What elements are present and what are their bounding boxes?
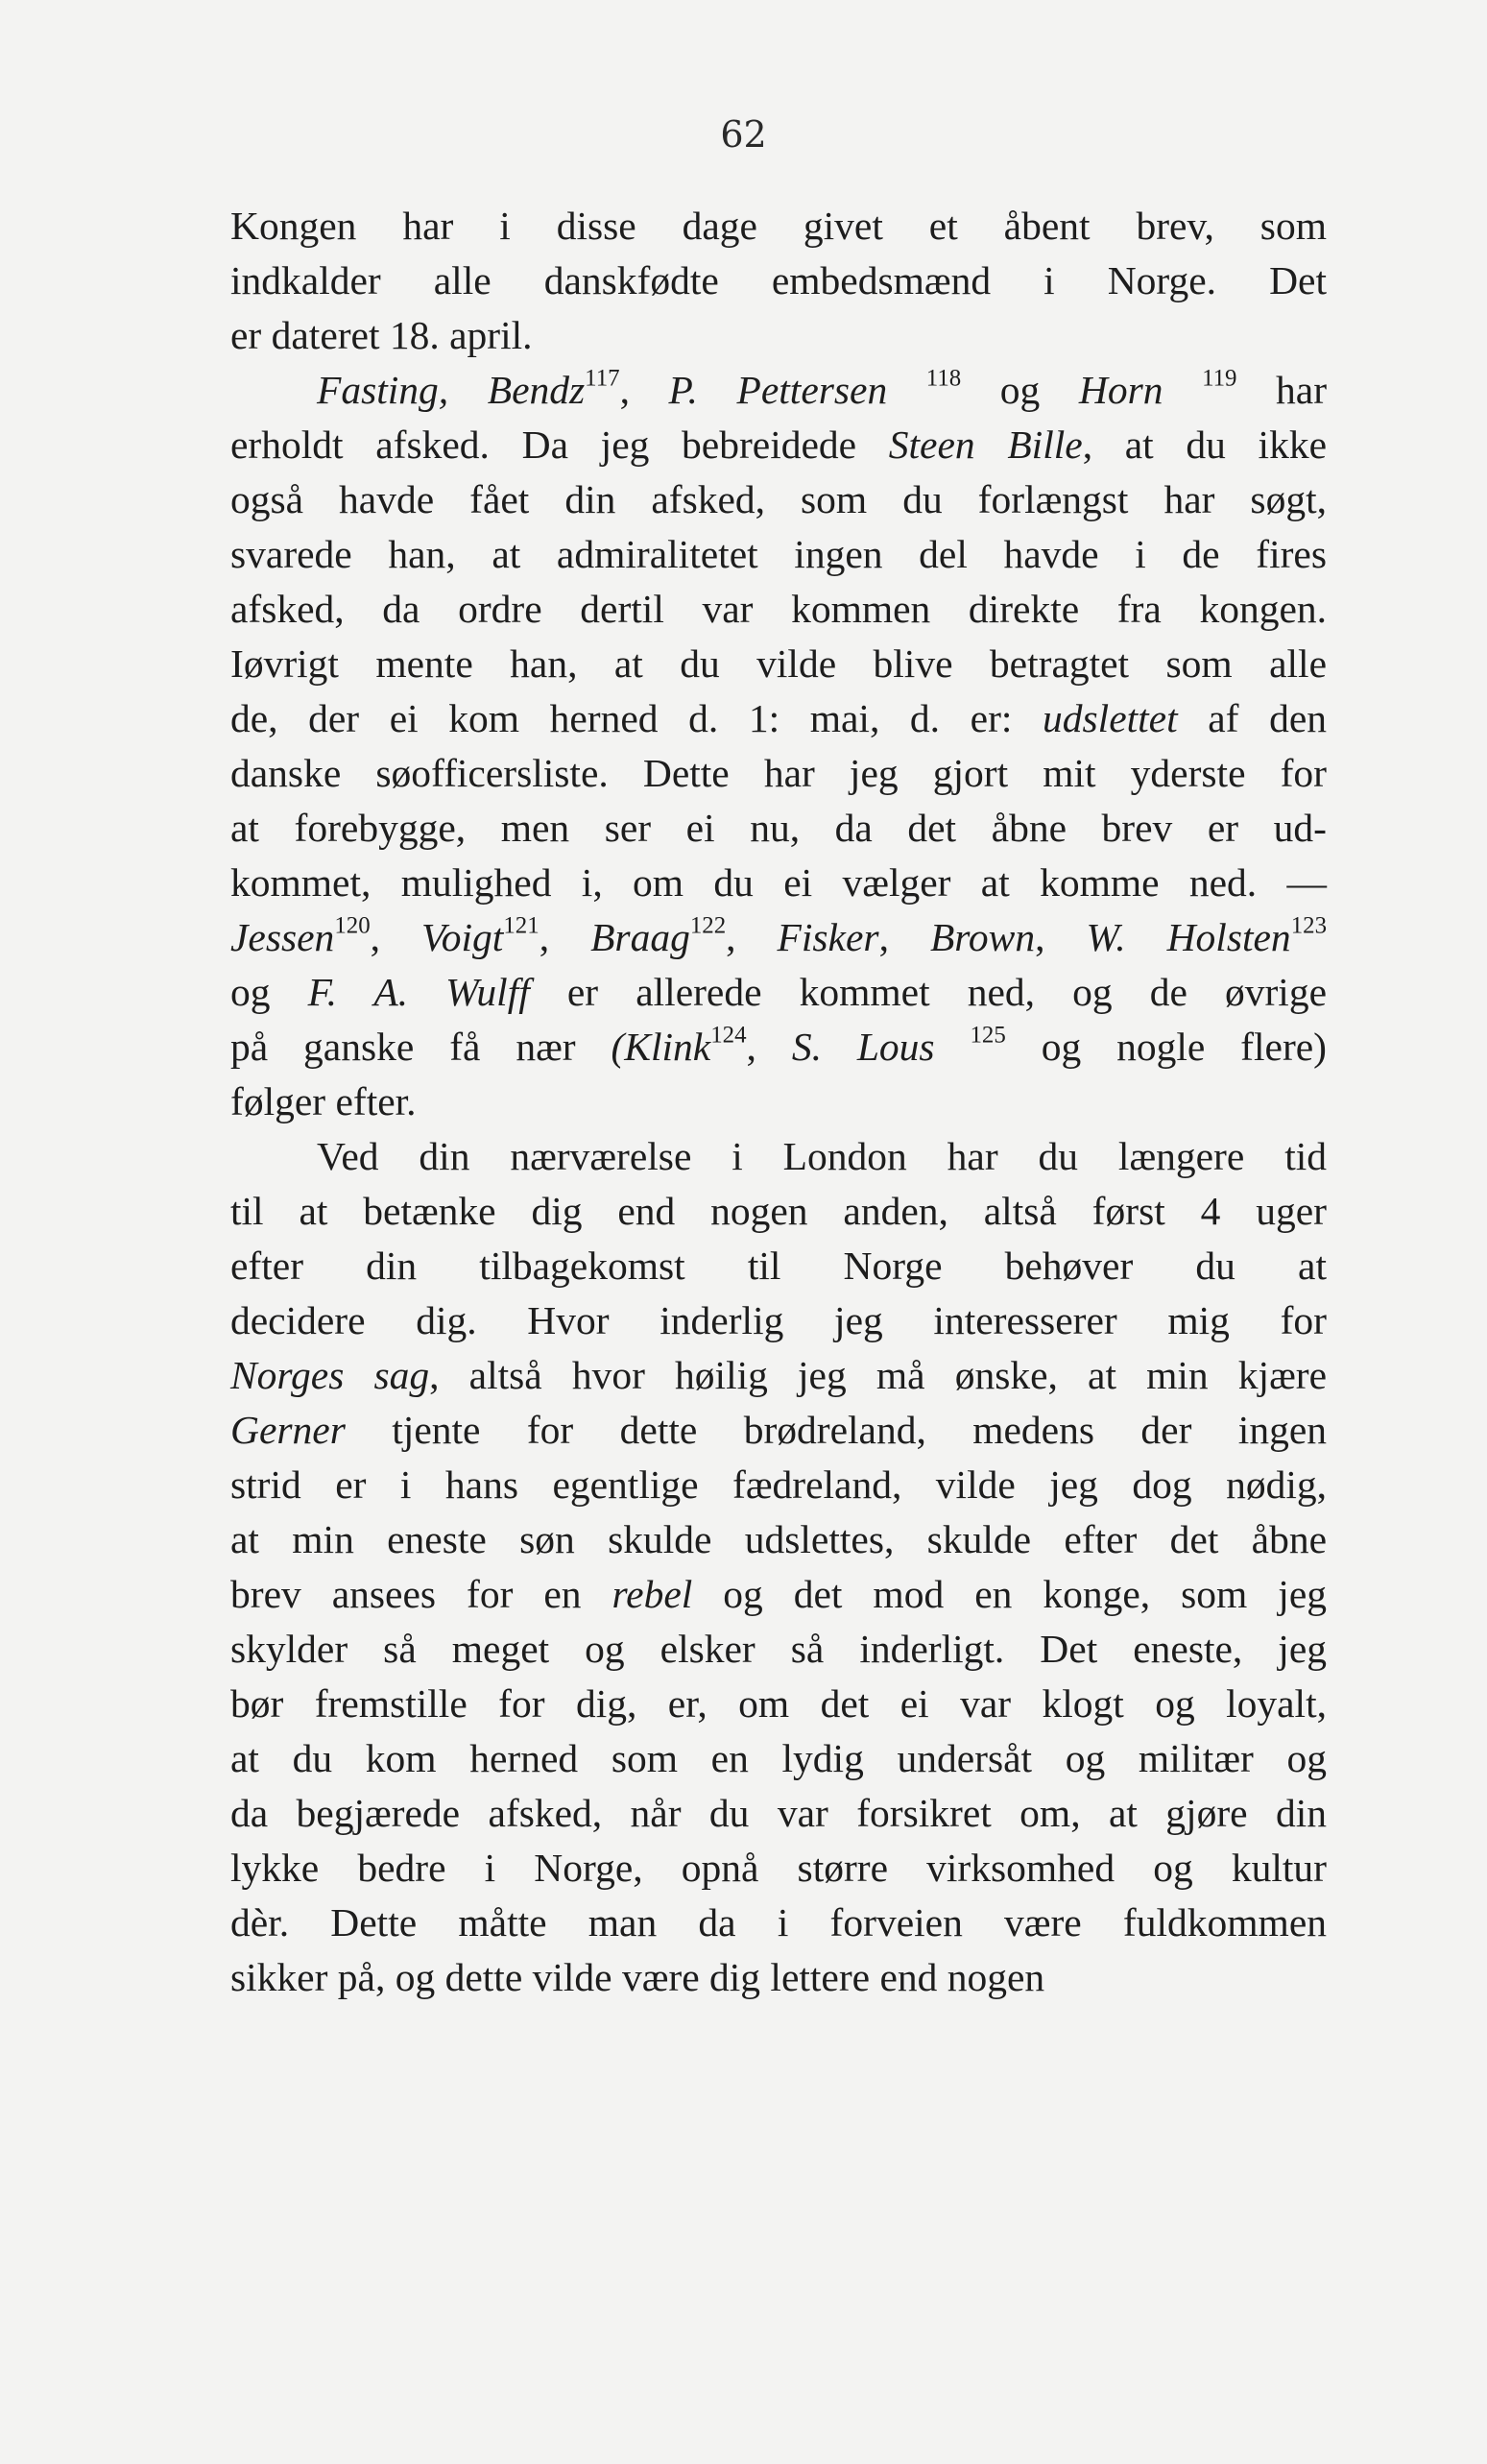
- text-line: [230, 1403, 1327, 1458]
- text-run: at min eneste søn skulde udslettes, skulde efter det åbne: [230, 1517, 1327, 1561]
- text-run: ,: [878, 915, 930, 959]
- text-run: er allerede kommet ned, og de øvrige: [529, 970, 1328, 1014]
- italic-name: Steen Bille: [888, 423, 1083, 467]
- text-run: Iøvrigt mente han, at du vilde blive betragtet som alle: [230, 641, 1327, 686]
- footnote-ref: 118: [925, 365, 962, 392]
- text-run: ,: [746, 1025, 792, 1069]
- text-run: [1163, 368, 1202, 412]
- text-run: indkalder alle danskfødte embedsmænd i Norge. Det: [230, 258, 1327, 302]
- text-run: lykke bedre i Norge, opnå større virksomhed og kultur: [230, 1846, 1327, 1890]
- italic-name: S. Lous: [791, 1025, 935, 1069]
- italic-name: Braag: [590, 915, 690, 959]
- text-line: [230, 582, 1327, 637]
- text-run: , altså hvor høilig jeg må ønske, at min kjære: [429, 1353, 1328, 1397]
- text-run: kommet, mulighed i, om du ei vælger at komme ned. —: [230, 860, 1327, 905]
- italic-name: F. A. Wulff: [307, 970, 530, 1014]
- text-run: strid er i hans egentlige fædreland, vilde jeg dog nødig,: [230, 1462, 1327, 1507]
- text-line: [230, 1786, 1327, 1841]
- text-run: danske søofficersliste. Dette har jeg gjort mit yderste for: [230, 751, 1327, 795]
- footnote-ref: 123: [1290, 912, 1328, 939]
- text-run: efter din tilbagekomst til Norge behøver du at: [230, 1244, 1327, 1288]
- italic-name: Brown: [929, 915, 1036, 959]
- text-line: [230, 527, 1327, 582]
- italic-name: P. Pettersen: [668, 368, 888, 412]
- italic-name: Horn: [1078, 368, 1163, 412]
- text-run: tjente for dette brødreland, medens der ingen: [345, 1408, 1327, 1452]
- text-run: svarede han, at admiralitetet ingen del havde i de fires: [230, 532, 1327, 576]
- text-run: ,: [539, 915, 591, 959]
- text-run: ,: [1035, 915, 1087, 959]
- text-line: [230, 965, 1327, 1020]
- text-run: Kongen har i disse dage givet et åbent brev, som: [230, 204, 1327, 248]
- text-line: [230, 308, 1327, 363]
- text-line: [230, 1677, 1327, 1731]
- text-line: [230, 910, 1327, 965]
- text-run: erholdt afsked. Da jeg bebreidede: [230, 423, 889, 467]
- footnote-ref: 125: [970, 1022, 1006, 1049]
- italic-name: W. Holsten: [1086, 915, 1291, 959]
- text-run: ,: [726, 915, 778, 959]
- text-line: [230, 1239, 1327, 1293]
- text-run: og det mod en konge, som jeg: [692, 1572, 1327, 1616]
- text-line: [230, 1896, 1327, 1950]
- text-line: [230, 1458, 1327, 1512]
- text-line: [230, 637, 1327, 691]
- text-run: afsked, da ordre dertil var kommen direkte fra kongen.: [230, 587, 1327, 631]
- text-run: [887, 368, 926, 412]
- text-line: [230, 856, 1327, 910]
- text-run: skylder så meget og elsker så inderligt. Det eneste, jeg: [230, 1627, 1327, 1671]
- italic-name: Fasting, Bendz: [317, 368, 586, 412]
- text-run: på ganske få nær: [230, 1025, 612, 1069]
- italic-name: rebel: [612, 1572, 693, 1616]
- italic-name: udslettet: [1043, 696, 1178, 740]
- text-run: er dateret 18. april.: [230, 313, 533, 357]
- text-line: [230, 363, 1327, 418]
- text-line: [230, 1567, 1327, 1622]
- text-run: [935, 1025, 971, 1069]
- text-run: følger efter.: [230, 1079, 417, 1123]
- text-run: bør fremstille for dig, er, om det ei var klogt og loyalt,: [230, 1681, 1327, 1726]
- footnote-ref: 120: [334, 912, 371, 939]
- footnote-ref: 121: [503, 912, 540, 939]
- text-run: ,: [619, 368, 669, 412]
- text-line: [230, 1622, 1327, 1677]
- italic-name: (Klink: [611, 1025, 711, 1069]
- text-line: [230, 254, 1327, 308]
- text-line: [230, 472, 1327, 527]
- text-run: har: [1236, 368, 1328, 412]
- italic-name: Jessen: [230, 915, 335, 959]
- text-run: og: [230, 970, 308, 1014]
- footnote-ref: 117: [585, 365, 620, 392]
- text-run: af den: [1177, 696, 1327, 740]
- text-line: [230, 1184, 1327, 1239]
- text-run: sikker på, og dette vilde være dig lettere end nogen: [230, 1955, 1045, 1999]
- text-run: da begjærede afsked, når du var forsikret om, at gjøre din: [230, 1791, 1327, 1835]
- text-run: decidere dig. Hvor inderlig jeg interesserer mig for: [230, 1298, 1327, 1342]
- body-text: [230, 199, 1327, 2005]
- text-run: til at betænke dig end nogen anden, altså først 4 uger: [230, 1189, 1327, 1233]
- footnote-ref: 122: [689, 912, 727, 939]
- text-line: [230, 1348, 1327, 1403]
- italic-name: Gerner: [230, 1408, 346, 1452]
- footnote-ref: 119: [1202, 365, 1237, 392]
- text-run: dèr. Dette måtte man da i forveien være fuldkommen: [230, 1900, 1327, 1945]
- text-line: [230, 801, 1327, 856]
- italic-name: Voigt: [421, 915, 504, 959]
- text-line: [230, 746, 1327, 801]
- page-number: 62: [720, 113, 767, 156]
- text-run: også havde fået din afsked, som du forlængst har søgt,: [230, 477, 1327, 521]
- footnote-ref: 124: [710, 1022, 747, 1049]
- text-run: og nogle flere): [1005, 1025, 1327, 1069]
- text-line: [230, 1020, 1327, 1075]
- text-line: [230, 1950, 1327, 2005]
- text-line: [230, 1129, 1327, 1184]
- text-run: at du kom herned som en lydig undersåt og militær og: [230, 1736, 1327, 1780]
- italic-name: Fisker: [777, 915, 879, 959]
- text-run: ,: [370, 915, 422, 959]
- text-run: og: [961, 368, 1079, 412]
- text-run: Ved din nærværelse i London har du længere tid: [317, 1134, 1327, 1178]
- text-run: , at du ikke: [1082, 423, 1328, 467]
- text-line: [230, 1731, 1327, 1786]
- text-line: [230, 418, 1327, 472]
- text-run: brev ansees for en: [230, 1572, 612, 1616]
- text-run: de, der ei kom herned d. 1: mai, d. er:: [230, 696, 1043, 740]
- text-run: at forebygge, men ser ei nu, da det åbne brev er ud-: [230, 806, 1327, 850]
- text-line: [230, 691, 1327, 746]
- text-line: [230, 1293, 1327, 1348]
- italic-name: Norges sag: [230, 1353, 430, 1397]
- text-line: [230, 199, 1327, 254]
- text-line: [230, 1512, 1327, 1567]
- text-line: [230, 1075, 1327, 1129]
- text-line: [230, 1841, 1327, 1896]
